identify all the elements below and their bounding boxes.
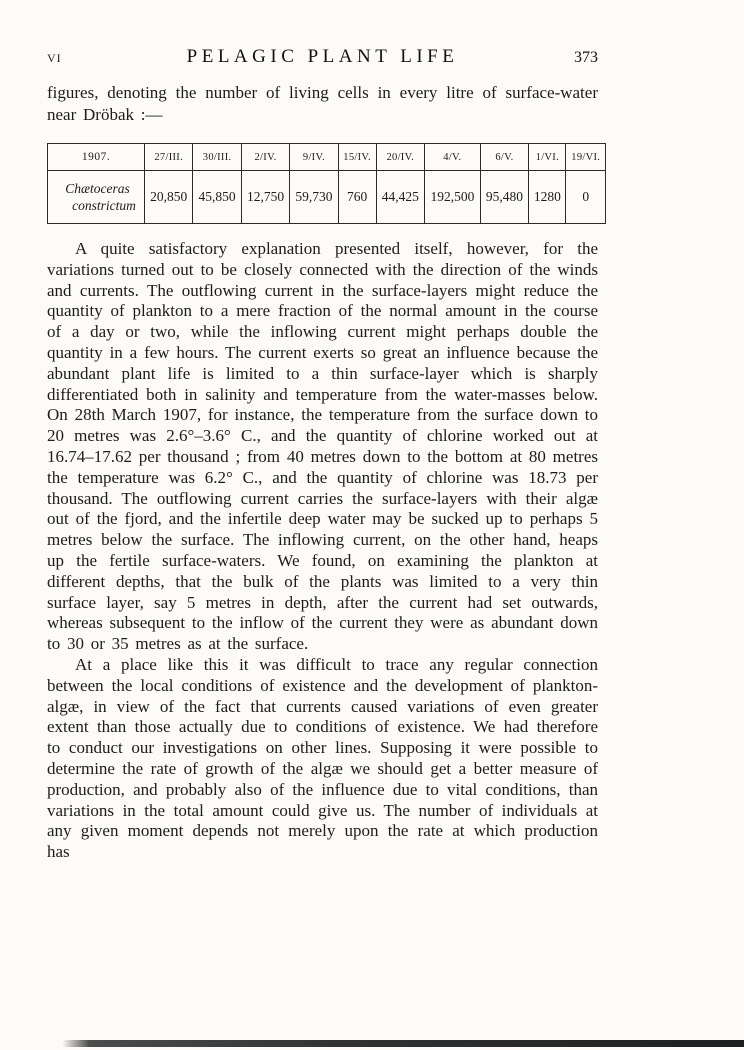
cell-count-value: 20,850 <box>145 171 193 224</box>
table-header-row <box>48 144 606 171</box>
table-header-date: 27/III. <box>145 144 193 171</box>
table-data-row <box>48 171 606 224</box>
table-header-date: 19/VI. <box>566 144 606 171</box>
table-header-date: 30/III. <box>193 144 241 171</box>
table-header-date: 15/IV. <box>338 144 376 171</box>
scan-edge-shadow <box>62 1040 744 1047</box>
cell-count-value: 45,850 <box>193 171 241 224</box>
page-number: 373 <box>574 49 598 66</box>
table-header-date: 4/V. <box>424 144 480 171</box>
species-label <box>48 171 145 224</box>
table-header-date: 20/IV. <box>376 144 424 171</box>
cell-count-value: 192,500 <box>424 171 480 224</box>
cell-count-value: 0 <box>566 171 606 224</box>
page-title: PELAGIC PLANT LIFE <box>186 46 459 67</box>
table-header-year: 1907. <box>48 144 145 171</box>
species-name-epithet: constrictum <box>72 198 136 213</box>
cell-count-value: 760 <box>338 171 376 224</box>
paragraph: At a place like this it was difficult to trace any regular connection between the local conditions of existence and the development of plankton-algæ, in view of the fact that currents caused variations of even greater extent than those actually due to conditions of existence. We had therefore to conduct our investigations on other lines. Supposing it were possible to determine the rate of growth of the algæ we should get a better measure of production, and probably also of the influence due to vital conditions, than variations in the total amount could give us. The number of individuals at any given moment depends not merely upon the rate at which production has <box>47 654 598 862</box>
table-header-date: 9/IV. <box>290 144 338 171</box>
paragraph: A quite satisfactory explanation presented itself, however, for the variations turned out to be closely connected with the direction of the winds and currents. The outflowing current in the surface-layers might reduce the quantity of plankton to a mere fraction of the normal amount in the course of a day or two, while the inflowing current might perhaps double the quantity in a few hours. The current exerts so great an influence because the abundant plant life is limited to a thin surface-layer which is sharply differentiated both in salinity and temperature from the water-masses below. On 28th March 1907, for instance, the temperature from the surface down to 20 metres was 2.6°–3.6° C., and the quantity of chlorine worked out at 16.74–17.62 per thousand ; from 40 metres down to the bottom at 80 metres the temperature was 6.2° C., and the quantity of chlorine was 18.73 per thousand. The outflowing current carries the surface-layers with their algæ out of the fjord, and the infertile deep water may be sucked up to perhaps 5 metres below the surface. The inflowing current, on the other hand, heaps up the fertile surface-waters. We found, on examining the plankton at different depths, that the bulk of the plants was limited to a very thin surface layer, say 5 metres in depth, after the current had set outwards, whereas subsequent to the inflow of the current they were as abundant down to 30 or 35 metres as at the surface. <box>47 239 598 654</box>
table-header-date: 6/V. <box>480 144 528 171</box>
cell-count-value: 95,480 <box>480 171 528 224</box>
table-header-date: 1/VI. <box>529 144 566 171</box>
cell-count-table <box>47 143 606 224</box>
signature-mark: VI <box>47 51 62 65</box>
cell-count-value: 1280 <box>529 171 566 224</box>
running-head <box>47 46 598 68</box>
cell-count-value: 12,750 <box>241 171 289 224</box>
table-header-date: 2/IV. <box>241 144 289 171</box>
species-name-genus: Chætoceras <box>65 181 130 196</box>
text-block <box>47 46 601 863</box>
intro-paragraph: figures, denoting the number of living cells in every litre of surface-water near Dröbak :— <box>47 83 598 124</box>
cell-count-value: 44,425 <box>376 171 424 224</box>
cell-count-value: 59,730 <box>290 171 338 224</box>
